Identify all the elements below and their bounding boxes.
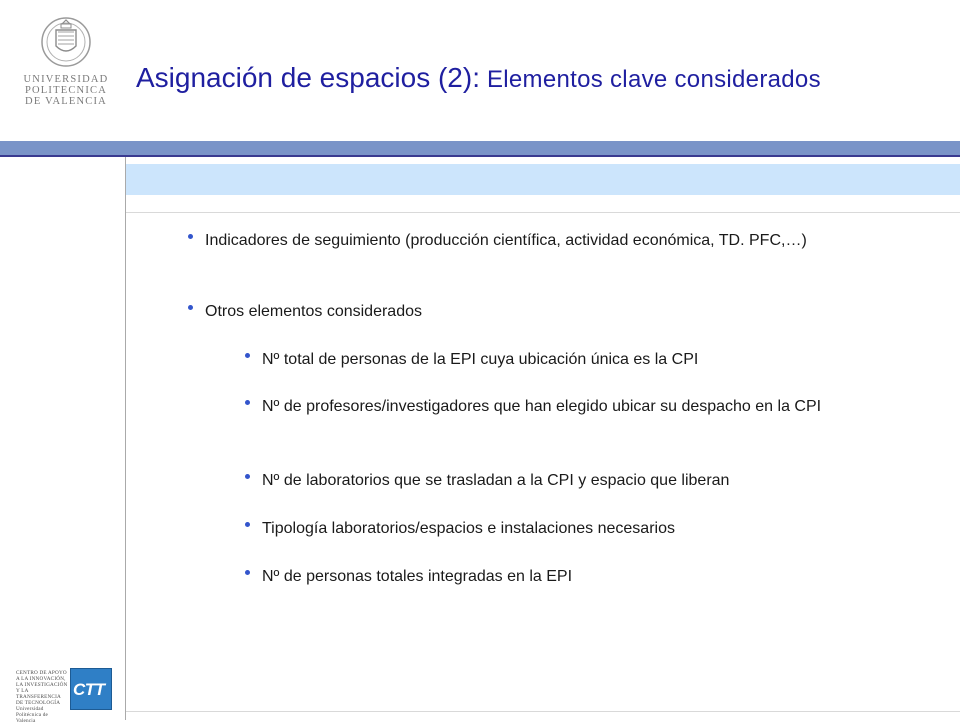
title-subtitle: Elementos clave considerados (479, 66, 821, 93)
bullet-icon (245, 474, 250, 479)
bullet-text: Nº de personas totales integradas en la EPI (262, 568, 573, 585)
ctt-badge-label: CTT (73, 680, 105, 699)
university-seal-icon (40, 14, 92, 72)
bullet-item (205, 299, 905, 325)
bullet-item (262, 468, 922, 494)
bullet-item (262, 516, 922, 542)
title-main: Asignación de espacios (2): (136, 62, 480, 93)
bullet-item (262, 347, 922, 373)
bullet-icon (245, 353, 250, 358)
bullet-icon (245, 570, 250, 575)
bullet-icon (245, 400, 250, 405)
bullet-item (262, 564, 922, 590)
bottom-rule (126, 711, 960, 712)
bullet-text: Nº total de personas de la EPI cuya ubicación única es la CPI (262, 351, 699, 368)
content-rule (126, 212, 960, 213)
bullet-icon (245, 522, 250, 527)
bullet-text: Otros elementos considerados (205, 303, 422, 320)
university-name: UNIVERSIDAD POLITECNICA DE VALENCIA (23, 74, 109, 107)
bullet-icon (188, 305, 193, 310)
ctt-logo-text: CENTRO DE APOYO A LA INNOVACIÓN, LA INVESTIGACIÓN Y LA TRANSFERENCIA DE TECNOLOGÍA Universidad Politécnica de Valencia (16, 670, 68, 724)
bullet-item (205, 228, 905, 254)
bullet-icon (188, 234, 193, 239)
bullet-text: Indicadores de seguimiento (producción científica, actividad económica, TD. PFC,…) (205, 232, 807, 249)
bullet-text: Nº de profesores/investigadores que han elegido ubicar su despacho en la CPI (262, 398, 822, 415)
bullet-text: Tipología laboratorios/espacios e instalaciones necesarios (262, 520, 675, 537)
university-logo (16, 14, 116, 122)
content-band (126, 164, 960, 195)
bullet-text: Nº de laboratorios que se trasladan a la CPI y espacio que liberan (262, 472, 730, 489)
bullet-item (262, 394, 822, 420)
ctt-badge-icon (70, 668, 112, 710)
slide-title (136, 62, 821, 94)
header-band (0, 141, 960, 155)
left-divider (125, 157, 126, 720)
ctt-logo (10, 666, 114, 724)
